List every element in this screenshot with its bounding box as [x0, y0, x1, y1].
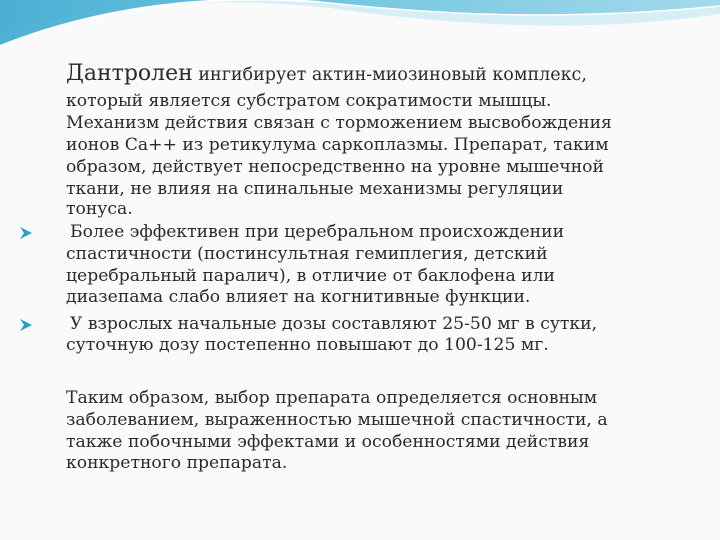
- conclusion-line: конкретного препарата.: [66, 453, 288, 473]
- para1-line: тонуса.: [66, 199, 133, 219]
- arrowhead-bullet-icon: [18, 317, 34, 333]
- para1-line: образом, действует непосредственно на уровне мышечной: [66, 157, 604, 177]
- para1-lead: ингибирует актин-миозиновый комплекс,: [192, 65, 587, 85]
- para1-line: который является субстратом сократимости мышцы.: [66, 91, 552, 111]
- arrowhead-bullet-icon: [18, 225, 34, 241]
- bullet2-line: суточную дозу постепенно повышают до 100-125 мг.: [66, 335, 549, 355]
- para1-line: Механизм действия связан с торможением высвобождения: [66, 113, 612, 133]
- conclusion-line: также побочными эффектами и особенностями действия: [66, 432, 590, 452]
- bullet2-line: У взрослых начальные дозы составляют 25-50 мг в сутки,: [70, 314, 598, 334]
- conclusion-line: заболеванием, выраженностью мышечной спастичности, а: [66, 410, 608, 430]
- drug-name-title: Дантролен: [66, 61, 193, 86]
- conclusion-line: Таким образом, выбор препарата определяется основным: [66, 388, 598, 408]
- bullet1-line: Более эффективен при церебральном происхождении: [70, 222, 565, 242]
- bullet1-line: диазепама слабо влияет на когнитивные функции.: [66, 287, 531, 307]
- bullet1-line: церебральный паралич), в отличие от баклофена или: [66, 266, 556, 286]
- para1-line: ткани, не влияя на спинальные механизмы регуляции: [66, 179, 564, 199]
- bullet1-line: спастичности (постинсультная гемиплегия, детский: [66, 244, 548, 264]
- para1-first-line: [66, 63, 587, 86]
- para1-line: ионов Са++ из ретикулума саркоплазмы. Препарат, таким: [66, 135, 609, 155]
